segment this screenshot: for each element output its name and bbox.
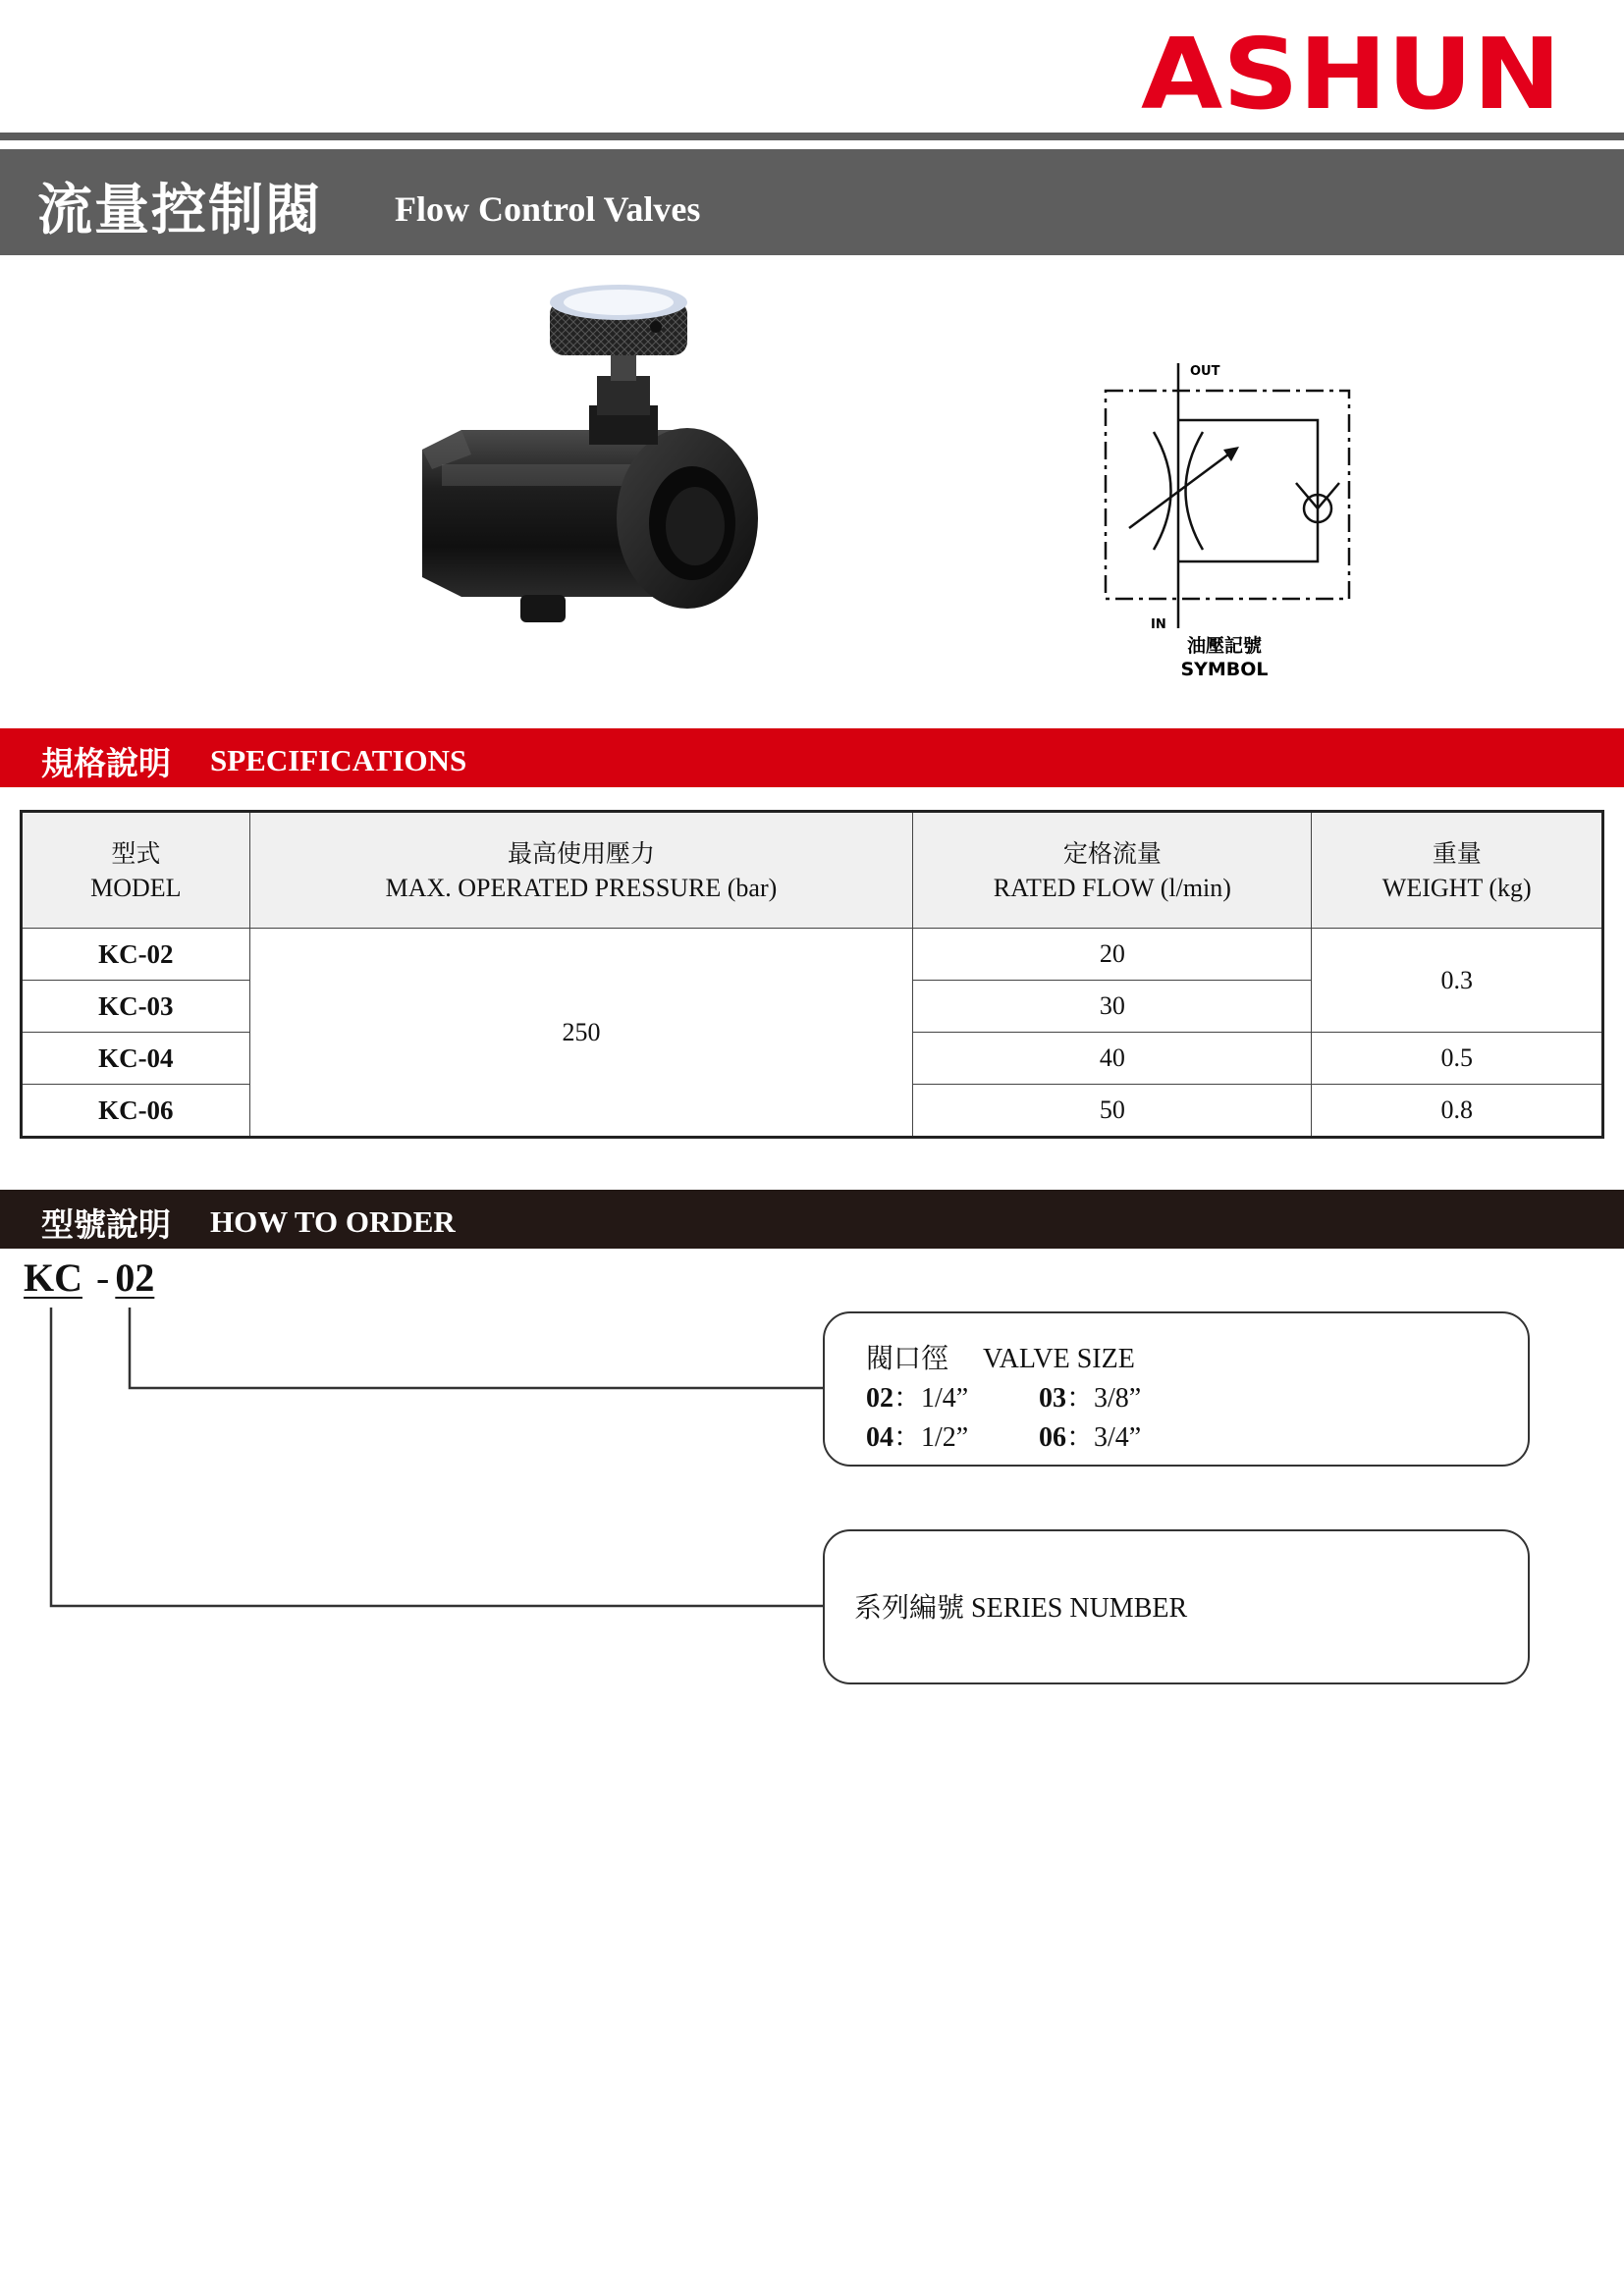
flow-cell: 30 bbox=[913, 981, 1312, 1033]
page-title-zh: 流量控制閥 bbox=[37, 179, 322, 242]
column-header-pressure: 最高使用壓力 MAX. OPERATED PRESSURE (bar) bbox=[249, 812, 913, 929]
specifications-heading-en: SPECIFICATIONS bbox=[210, 743, 467, 777]
symbol-caption-zh: 油壓記號 bbox=[1186, 635, 1263, 657]
page-title-en: Flow Control Valves bbox=[395, 189, 701, 229]
series-number-title-en: SERIES NUMBER bbox=[971, 1593, 1188, 1624]
top-rule bbox=[0, 133, 1624, 140]
weight-cell: 0.3 bbox=[1312, 929, 1603, 1033]
table-row bbox=[22, 929, 1603, 981]
valve-size-title-zh: 閥口徑 bbox=[866, 1342, 949, 1374]
how-to-order-heading-zh: 型號說明 bbox=[41, 1205, 171, 1244]
brand-name: ASHUN bbox=[1141, 29, 1561, 118]
series-number-title-zh: 系列編號 bbox=[854, 1591, 965, 1624]
model-cell: KC-06 bbox=[22, 1085, 250, 1138]
model-cell: KC-04 bbox=[22, 1033, 250, 1085]
order-code-series: KC bbox=[24, 1255, 82, 1300]
model-cell: KC-03 bbox=[22, 981, 250, 1033]
valve-size-option: 03：3/8” bbox=[1039, 1383, 1142, 1414]
order-code bbox=[24, 1255, 154, 1301]
symbol-caption-en: SYMBOL bbox=[1180, 659, 1269, 680]
model-cell: KC-02 bbox=[22, 929, 250, 981]
how-to-order-heading-en: HOW TO ORDER bbox=[210, 1204, 456, 1239]
valve-size-option: 02：1/4” bbox=[866, 1383, 969, 1414]
column-header-flow: 定格流量 RATED FLOW (l/min) bbox=[913, 812, 1312, 929]
valve-size-option: 06：3/4” bbox=[1039, 1422, 1142, 1453]
column-header-model: 型式 MODEL bbox=[22, 812, 250, 929]
hydraulic-symbol bbox=[1090, 353, 1365, 687]
specifications-table bbox=[20, 810, 1604, 1139]
pressure-cell: 250 bbox=[249, 929, 913, 1138]
flow-cell: 20 bbox=[913, 929, 1312, 981]
valve-size-title-en: VALVE SIZE bbox=[983, 1344, 1135, 1374]
weight-cell: 0.5 bbox=[1312, 1033, 1603, 1085]
ashun-logo bbox=[1139, 29, 1563, 118]
specifications-heading-zh: 規格說明 bbox=[41, 744, 171, 782]
flow-cell: 40 bbox=[913, 1033, 1312, 1085]
symbol-out-label: OUT bbox=[1190, 364, 1220, 379]
order-code-dash: - bbox=[96, 1255, 110, 1300]
weight-cell: 0.8 bbox=[1312, 1085, 1603, 1138]
valve-size-option: 04：1/2” bbox=[866, 1422, 969, 1453]
valve-size-box bbox=[823, 1311, 1530, 1467]
series-number-box bbox=[823, 1529, 1530, 1684]
symbol-in-label: IN bbox=[1151, 617, 1166, 632]
column-header-weight: 重量 WEIGHT (kg) bbox=[1312, 812, 1603, 929]
order-code-size: 02 bbox=[115, 1255, 155, 1300]
flow-control-valve-photo bbox=[393, 283, 795, 695]
flow-cell: 50 bbox=[913, 1085, 1312, 1138]
table-header-row bbox=[22, 812, 1603, 929]
